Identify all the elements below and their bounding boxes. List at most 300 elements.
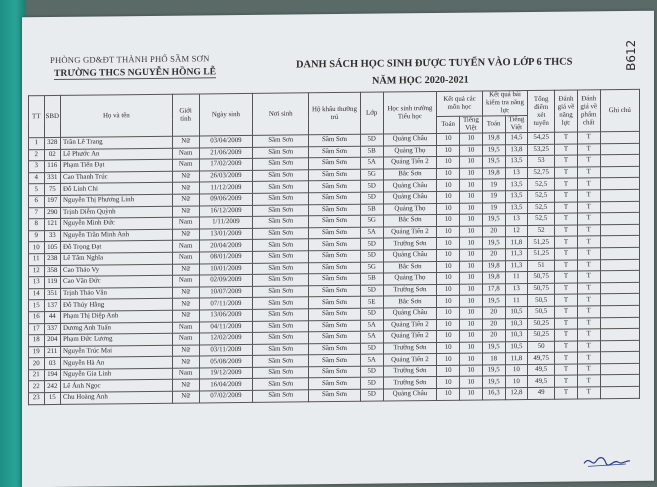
cell-name: Trần Lê Trang <box>61 136 173 149</box>
cell-residence: Sầm Sơn <box>309 146 361 158</box>
cell-residence: Sầm Sơn <box>309 227 361 239</box>
cell-class: 5D <box>360 343 383 355</box>
cell-tt: 18 <box>29 335 45 347</box>
cell-school: Bắc Sơn <box>383 215 437 227</box>
cell-school: Bắc Sơn <box>383 261 437 273</box>
cell-note <box>600 259 639 271</box>
col-test-viet: Tiếng Việt <box>505 116 528 133</box>
cell-class: 5G <box>360 169 383 181</box>
student-table <box>28 89 640 405</box>
cell-m1: 10 <box>437 168 460 180</box>
col-subj-viet: Tiếng Việt <box>460 116 483 133</box>
cell-tt: 19 <box>29 346 45 358</box>
cell-gender: Nam <box>172 240 199 252</box>
cell-residence: Sầm Sơn <box>309 239 361 251</box>
cell-name: Phạm Tiến Đạt <box>61 159 173 172</box>
cell-class: 5G <box>360 215 383 227</box>
cell-class: 5D <box>360 377 383 389</box>
cell-ability: T <box>555 144 578 156</box>
cell-ability: T <box>555 167 578 179</box>
col-sbd: SBD <box>44 95 61 137</box>
cell-tt: 10 <box>29 242 45 254</box>
cell-birthplace: Sầm Sơn <box>253 135 309 147</box>
cell-sbd: 75 <box>44 184 61 196</box>
cell-school: Quảng Thọ <box>383 145 437 157</box>
cell-note <box>600 282 639 294</box>
cell-t2: 14,5 <box>505 133 528 145</box>
cell-name: Nguyễn Hà An <box>61 357 173 370</box>
cell-sbd: 238 <box>44 253 61 265</box>
cell-t1: 19,5 <box>482 295 505 307</box>
cell-note <box>600 189 639 201</box>
cell-school: Bắc Sơn <box>383 168 437 180</box>
cell-school: Trường Sơn <box>383 238 437 250</box>
cell-m2: 10 <box>460 133 483 145</box>
cell-gender: Nữ <box>172 356 199 368</box>
cell-quality: T <box>577 190 600 202</box>
cell-dob: 10/07/2009 <box>199 286 253 298</box>
cell-name: Chu Hoàng Anh <box>61 391 173 404</box>
cell-sbd: 351 <box>44 288 61 300</box>
cell-m2: 10 <box>460 284 483 296</box>
cell-tt: 8 <box>29 219 45 231</box>
cell-dob: 07/11/2009 <box>199 298 253 310</box>
cell-dob: 13/01/2009 <box>199 228 253 240</box>
cell-m1: 10 <box>437 180 460 192</box>
cell-t1: 19 <box>482 191 505 203</box>
cell-gender: Nữ <box>172 345 199 357</box>
cell-residence: Sầm Sơn <box>309 262 361 274</box>
cell-note <box>600 201 639 213</box>
cell-residence: Sầm Sơn <box>309 204 361 216</box>
cell-residence: Sầm Sơn <box>309 331 361 343</box>
cell-class: 5B <box>360 146 383 158</box>
cell-class: 5A <box>360 320 383 332</box>
cell-m1: 10 <box>437 342 460 354</box>
cell-tt: 21 <box>29 369 45 381</box>
cell-ability: T <box>555 225 578 237</box>
cell-note <box>600 363 639 375</box>
cell-residence: Sầm Sơn <box>309 320 361 332</box>
cell-quality: T <box>577 375 600 387</box>
cell-note <box>600 352 639 364</box>
cell-tt: 4 <box>29 172 45 184</box>
cell-school: Quảng Tiến 2 <box>383 354 437 366</box>
cell-quality: T <box>577 213 600 225</box>
cell-gender: Nam <box>172 368 199 380</box>
cell-m2: 10 <box>460 249 483 261</box>
cell-birthplace: Sầm Sơn <box>253 355 309 367</box>
cell-quality: T <box>577 178 600 190</box>
cell-gender: Nữ <box>172 182 199 194</box>
cell-residence: Sầm Sơn <box>309 169 361 181</box>
cell-m2: 10 <box>460 272 483 284</box>
org-line-1: PHÒNG GD&ĐT THÀNH PHỐ SẦM SƠN <box>50 53 210 66</box>
cell-ability: T <box>555 294 578 306</box>
cell-ability: T <box>555 271 578 283</box>
cell-t1: 19,8 <box>482 260 505 272</box>
cell-tt: 23 <box>29 393 45 405</box>
cell-total: 52,5 <box>528 213 555 225</box>
cell-t1: 19,5 <box>482 156 505 168</box>
cell-t2: 13 <box>505 214 528 226</box>
cell-note <box>600 224 639 236</box>
cell-residence: Sầm Sơn <box>309 308 361 320</box>
cell-dob: 03/11/2009 <box>199 344 253 356</box>
cell-tt: 1 <box>29 138 45 150</box>
col-test-math: Toán <box>482 116 505 133</box>
cell-sbd: 242 <box>44 381 61 393</box>
cell-note <box>600 340 639 352</box>
cell-total: 52,75 <box>528 167 555 179</box>
cell-ability: T <box>555 202 578 214</box>
cell-m1: 10 <box>437 156 460 168</box>
cell-birthplace: Sầm Sơn <box>253 262 309 274</box>
cell-gender: Nữ <box>172 229 199 241</box>
cell-quality: T <box>577 306 600 318</box>
cell-t1: 20 <box>482 307 505 319</box>
cell-sbd: 15 <box>44 392 61 404</box>
cell-gender: Nữ <box>172 171 199 183</box>
cell-t2: 13,5 <box>505 190 528 202</box>
col-gender: Giới tính <box>172 94 199 136</box>
cell-t2: 10 <box>505 364 528 376</box>
cell-school: Trường Sơn <box>383 365 437 377</box>
cell-dob: 09/06/2009 <box>199 193 253 205</box>
cell-m2: 10 <box>460 342 483 354</box>
cell-ability: T <box>555 155 578 167</box>
cell-total: 53,25 <box>528 144 555 156</box>
cell-dob: 16/04/2009 <box>199 379 253 391</box>
cell-name: Lê Ánh Ngọc <box>61 380 173 393</box>
cell-name: Nguyễn Gia Linh <box>61 368 173 381</box>
cell-gender: Nam <box>172 159 199 171</box>
cell-ability: T <box>555 375 578 387</box>
cell-sbd: 328 <box>44 137 61 149</box>
cell-t2: 13,5 <box>505 179 528 191</box>
cell-t2: 10,5 <box>505 341 528 353</box>
cell-m1: 10 <box>437 388 460 400</box>
cell-total: 49 <box>528 387 555 399</box>
cell-tt: 3 <box>29 161 45 173</box>
document-subtitle: NĂM HỌC 2020-2021 <box>372 74 469 87</box>
cell-name: Nguyễn Trúc Mai <box>61 345 173 358</box>
cell-m2: 10 <box>460 168 483 180</box>
cell-m1: 10 <box>437 214 460 226</box>
cell-dob: 26/03/2009 <box>199 170 253 182</box>
cell-note <box>600 166 639 178</box>
cell-birthplace: Sầm Sơn <box>253 216 309 228</box>
cell-t2: 10 <box>505 376 528 388</box>
cell-quality: T <box>577 271 600 283</box>
cell-t1: 19,5 <box>482 365 505 377</box>
col-tt: TT <box>29 96 45 138</box>
cell-note <box>600 317 639 329</box>
cell-ability: T <box>555 364 578 376</box>
cell-sbd: 137 <box>44 300 61 312</box>
cell-m2: 10 <box>460 376 483 388</box>
cell-t1: 16,3 <box>482 388 505 400</box>
handwritten-code: B612 <box>624 39 638 72</box>
cell-t1: 18 <box>482 353 505 365</box>
cell-sbd: 290 <box>44 207 61 219</box>
cell-dob: 03/04/2009 <box>199 135 253 147</box>
cell-birthplace: Sầm Sơn <box>253 193 309 205</box>
cell-t1: 20 <box>482 330 505 342</box>
cell-ability: T <box>555 283 578 295</box>
cell-ability: T <box>555 317 578 329</box>
col-birthplace: Nơi sinh <box>253 93 309 136</box>
cell-t1: 17,8 <box>482 283 505 295</box>
cell-residence: Sầm Sơn <box>309 378 361 390</box>
col-subjects: Kết quả các môn học <box>437 91 482 116</box>
cell-dob: 10/01/2009 <box>199 263 253 275</box>
cell-t1: 19,5 <box>482 376 505 388</box>
signature-icon <box>582 451 632 472</box>
cell-note <box>600 178 639 190</box>
cell-name: Nguyễn Minh Đức <box>61 217 173 230</box>
col-dob: Ngày sinh <box>199 93 253 136</box>
cell-class: 5D <box>360 285 383 297</box>
cell-t1: 20 <box>482 318 505 330</box>
cell-m1: 10 <box>437 249 460 261</box>
cell-t1: 19,8 <box>482 272 505 284</box>
cell-school: Quảng Châu <box>383 133 437 145</box>
cell-name: Lê Phước An <box>61 148 173 161</box>
cell-total: 51 <box>528 260 555 272</box>
cell-dob: 02/09/2009 <box>199 275 253 287</box>
cell-class: 5G <box>360 262 383 274</box>
cell-school: Quảng Thọ <box>383 203 437 215</box>
cell-total: 50,5 <box>528 295 555 307</box>
cell-note <box>600 212 639 224</box>
cell-t2: 11,8 <box>505 237 528 249</box>
cell-tt: 7 <box>29 207 45 219</box>
cell-m2: 10 <box>460 353 483 365</box>
cell-birthplace: Sầm Sơn <box>253 204 309 216</box>
cell-t1: 19,5 <box>482 341 505 353</box>
cell-t2: 11 <box>505 272 528 284</box>
cell-class: 5D <box>360 180 383 192</box>
cell-total: 50,25 <box>528 329 555 341</box>
cell-t2: 13 <box>505 167 528 179</box>
cell-birthplace: Sầm Sơn <box>253 297 309 309</box>
cell-sbd: 358 <box>44 265 61 277</box>
cell-m2: 10 <box>460 191 483 203</box>
cell-note <box>600 131 639 143</box>
cell-m2: 10 <box>460 307 483 319</box>
cell-m2: 10 <box>460 261 483 273</box>
cell-m1: 10 <box>437 272 460 284</box>
cell-sbd: 119 <box>44 277 61 289</box>
cell-t2: 11,8 <box>505 353 528 365</box>
cell-t1: 19 <box>482 202 505 214</box>
cell-name: Phạm Thị Diệp Anh <box>61 310 173 323</box>
cell-ability: T <box>555 387 578 399</box>
cell-school: Quảng Tiến 2 <box>383 226 437 238</box>
cell-m1: 10 <box>437 330 460 342</box>
cell-dob: 04/11/2009 <box>199 321 253 333</box>
cell-m1: 10 <box>437 145 460 157</box>
cell-class: 5B <box>360 273 383 285</box>
cell-t1: 20 <box>482 226 505 238</box>
cell-residence: Sầm Sơn <box>309 297 361 309</box>
cell-name: Cao Thanh Trúc <box>61 171 173 184</box>
cell-name: Đỗ Trọng Đạt <box>61 241 173 254</box>
cell-gender: Nam <box>172 275 199 287</box>
cell-total: 52,5 <box>528 190 555 202</box>
cell-note <box>600 305 639 317</box>
cell-birthplace: Sầm Sơn <box>253 146 309 158</box>
cell-birthplace: Sầm Sơn <box>253 320 309 332</box>
cell-dob: 17/02/2009 <box>199 159 253 171</box>
cell-m2: 10 <box>460 214 483 226</box>
cell-school: Trường Sơn <box>383 377 437 389</box>
cell-class: 5D <box>360 238 383 250</box>
cell-dob: 21/06/2009 <box>199 147 253 159</box>
cell-birthplace: Sầm Sơn <box>253 286 309 298</box>
cell-birthplace: Sầm Sơn <box>253 309 309 321</box>
cell-m1: 10 <box>437 307 460 319</box>
cell-name: Lê Tâm Nghĩa <box>61 252 173 265</box>
cell-school: Quảng Châu <box>383 180 437 192</box>
cell-residence: Sầm Sơn <box>309 250 361 262</box>
cell-birthplace: Sầm Sơn <box>253 251 309 263</box>
cell-birthplace: Sầm Sơn <box>253 158 309 170</box>
cell-total: 50,75 <box>528 283 555 295</box>
cell-t1: 20 <box>482 249 505 261</box>
cell-total: 51,25 <box>528 248 555 260</box>
cell-t1: 19,8 <box>482 133 505 145</box>
cell-dob: 13/06/2009 <box>199 309 253 321</box>
cell-dob: 05/08/2009 <box>199 356 253 368</box>
cell-sbd: 44 <box>44 311 61 323</box>
cell-ability: T <box>555 236 578 248</box>
cell-class: 5A <box>360 354 383 366</box>
cell-tt: 12 <box>29 265 45 277</box>
col-total: Tổng điểm xét tuyển <box>528 90 555 132</box>
cell-gender: Nữ <box>172 263 199 275</box>
cell-total: 53 <box>528 155 555 167</box>
cell-birthplace: Sầm Sơn <box>253 274 309 286</box>
cell-tt: 22 <box>29 381 45 393</box>
cell-total: 54,25 <box>528 132 555 144</box>
cell-name: Đỗ Linh Chi <box>61 183 173 196</box>
cell-total: 51,25 <box>528 237 555 249</box>
cell-birthplace: Sầm Sơn <box>253 343 309 355</box>
cell-t2: 13,5 <box>505 156 528 168</box>
col-subj-math: Toán <box>437 116 460 133</box>
cell-quality: T <box>577 282 600 294</box>
cell-t2: 11,3 <box>505 260 528 272</box>
cell-dob: 20/04/2009 <box>199 240 253 252</box>
cell-quality: T <box>577 329 600 341</box>
cell-gender: Nam <box>172 321 199 333</box>
cell-gender: Nữ <box>172 391 199 403</box>
cell-t2: 12 <box>505 225 528 237</box>
cell-sbd: 194 <box>44 369 61 381</box>
cell-residence: Sầm Sơn <box>309 285 361 297</box>
cell-tt: 15 <box>29 300 45 312</box>
cell-quality: T <box>577 225 600 237</box>
cell-m1: 10 <box>437 191 460 203</box>
cell-class: 5D <box>360 366 383 378</box>
cell-residence: Sầm Sơn <box>309 389 361 401</box>
cell-quality: T <box>577 259 600 271</box>
cell-sbd: 331 <box>44 172 61 184</box>
cell-t1: 19,5 <box>482 214 505 226</box>
cell-birthplace: Sầm Sơn <box>253 228 309 240</box>
cell-gender: Nữ <box>172 136 199 148</box>
cell-sbd: 337 <box>44 323 61 335</box>
cell-note <box>600 236 639 248</box>
cell-sbd: 211 <box>44 346 61 358</box>
cell-tt: 9 <box>29 230 45 242</box>
cell-t1: 19 <box>482 179 505 191</box>
cell-name: Dương Anh Tuấn <box>61 322 173 335</box>
table-body <box>29 131 640 404</box>
cell-tt: 16 <box>29 311 45 323</box>
cell-tt: 14 <box>29 288 45 300</box>
cell-birthplace: Sầm Sơn <box>253 181 309 193</box>
document-page <box>22 11 654 487</box>
cell-gender: Nam <box>172 333 199 345</box>
cell-quality: T <box>577 294 600 306</box>
cell-residence: Sầm Sơn <box>309 181 361 193</box>
cell-school: Quảng Châu <box>383 307 437 319</box>
cell-tt: 17 <box>29 323 45 335</box>
cell-class: 5A <box>360 331 383 343</box>
cell-name: Cao Thảo Vy <box>61 264 173 277</box>
cell-birthplace: Sầm Sơn <box>253 239 309 251</box>
cell-total: 52 <box>528 225 555 237</box>
cell-sbd: 105 <box>44 242 61 254</box>
cell-sbd: 197 <box>44 195 61 207</box>
cell-quality: T <box>577 155 600 167</box>
cell-m2: 10 <box>460 145 483 157</box>
cell-note <box>600 294 639 306</box>
cell-residence: Sầm Sơn <box>309 355 361 367</box>
cell-sbd: 204 <box>44 334 61 346</box>
cell-m2: 10 <box>460 156 483 168</box>
col-name: Họ và tên <box>61 94 173 137</box>
cell-t2: 13,5 <box>505 202 528 214</box>
cell-class: 5D <box>360 389 383 401</box>
cell-quality: T <box>577 340 600 352</box>
col-school: Học sinh trường Tiểu học <box>383 91 437 134</box>
cell-residence: Sầm Sơn <box>309 215 361 227</box>
cell-gender: Nam <box>172 252 199 264</box>
cell-dob: 11/12/2009 <box>199 182 253 194</box>
cell-residence: Sầm Sơn <box>309 192 361 204</box>
cell-quality: T <box>577 352 600 364</box>
cell-t2: 10,3 <box>505 330 528 342</box>
cell-t2: 13,8 <box>505 144 528 156</box>
cell-tt: 11 <box>29 254 45 266</box>
cell-birthplace: Sầm Sơn <box>253 170 309 182</box>
cell-t2: 10,3 <box>505 318 528 330</box>
col-notes: Ghi chú <box>600 89 639 131</box>
cell-note <box>600 375 639 387</box>
cell-residence: Sầm Sơn <box>309 157 361 169</box>
cell-ability: T <box>555 329 578 341</box>
col-residence: Hộ khẩu thường trú <box>309 92 361 135</box>
cell-t2: 10,5 <box>505 306 528 318</box>
cell-m1: 10 <box>437 365 460 377</box>
cell-class: 5D <box>360 250 383 262</box>
col-test: Kết quả bài kiểm tra năng lực <box>482 91 527 116</box>
cell-gender: Nữ <box>172 206 199 218</box>
